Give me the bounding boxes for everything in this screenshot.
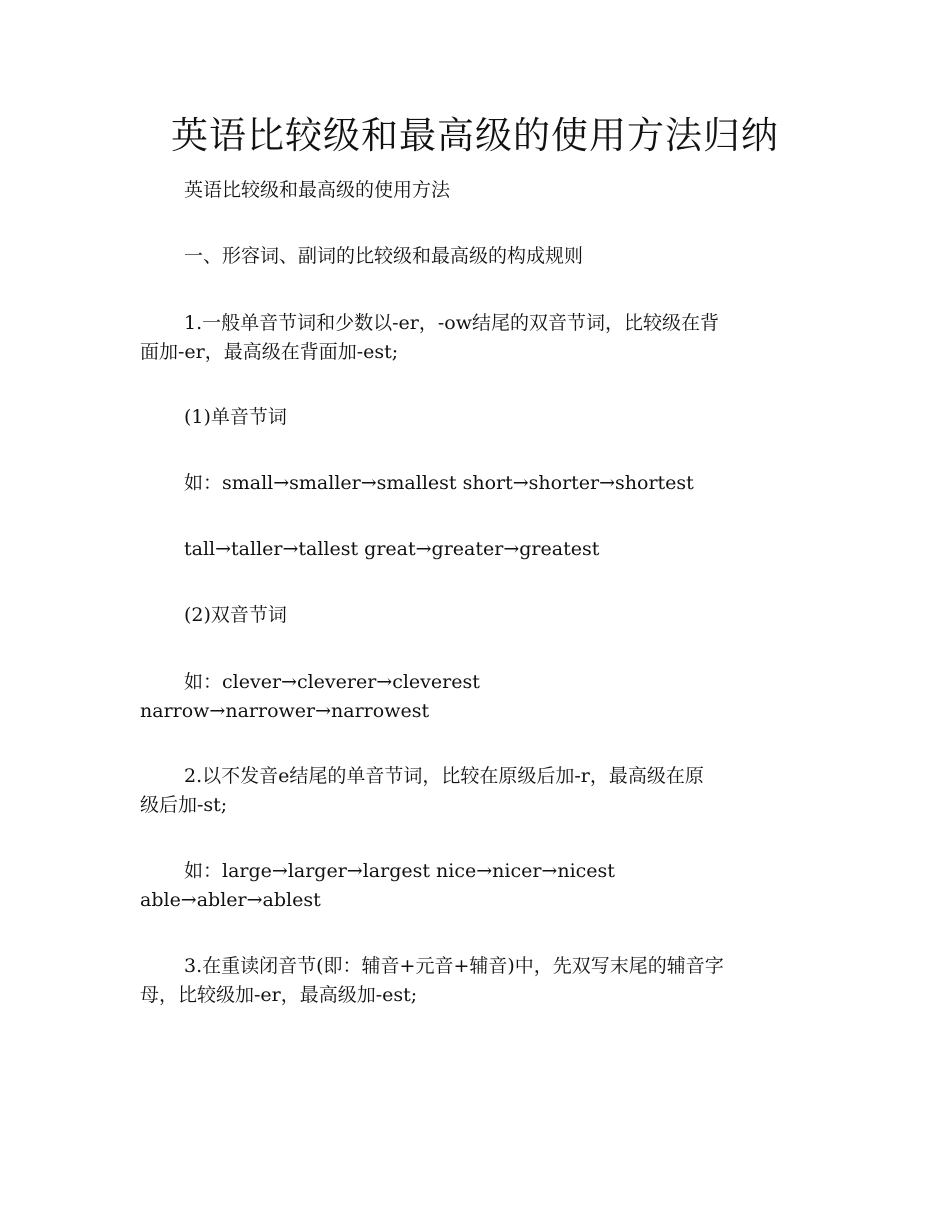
- paragraph-example: [140, 668, 800, 726]
- paragraph-example: [140, 469, 800, 498]
- paragraph-line: 如：large→larger→largest nice→nicer→nicest: [184, 860, 615, 882]
- paragraph-subheading-disyllable: [140, 601, 800, 630]
- paragraph-line: 如：clever→cleverer→cleverest: [184, 671, 480, 693]
- paragraph-line: 3.在重读闭音节(即：辅音+元音+辅音)中，先双写末尾的辅音字: [184, 955, 724, 977]
- paragraph-line: 英语比较级和最高级的使用方法: [184, 179, 451, 201]
- paragraph-line: 母，比较级加-er，最高级加-est;: [140, 984, 418, 1006]
- paragraph-section-heading: [140, 242, 800, 271]
- document-title: 英语比较级和最高级的使用方法归纳: [171, 114, 779, 157]
- paragraph-example: [140, 857, 800, 915]
- paragraph-subtitle: [140, 176, 800, 205]
- paragraph-line: (2)双音节词: [184, 604, 287, 626]
- paragraph-subheading-monosyllable: [140, 403, 800, 432]
- paragraph-line: 面加-er，最高级在背面加-est;: [140, 341, 399, 363]
- paragraph-rule-2: [140, 762, 800, 820]
- paragraph-line: 级后加-st;: [140, 794, 228, 816]
- paragraph-line: 如：small→smaller→smallest short→shorter→shortest: [184, 472, 694, 494]
- paragraph-line: 1.一般单音节词和少数以-er，-ow结尾的双音节词，比较级在背: [184, 312, 719, 334]
- paragraph-rule-3: [140, 952, 800, 1010]
- paragraph-line: 一、形容词、副词的比较级和最高级的构成规则: [184, 245, 584, 267]
- paragraph-rule-1: [140, 309, 800, 367]
- paragraph-line: able→abler→ablest: [140, 889, 321, 911]
- paragraph-line: 2.以不发音e结尾的单音节词，比较在原级后加-r，最高级在原: [184, 765, 704, 787]
- paragraph-line: (1)单音节词: [184, 406, 287, 428]
- paragraph-line: tall→taller→tallest great→greater→greatest: [184, 538, 600, 560]
- paragraph-example: [140, 535, 800, 564]
- paragraph-line: narrow→narrower→narrowest: [140, 700, 430, 722]
